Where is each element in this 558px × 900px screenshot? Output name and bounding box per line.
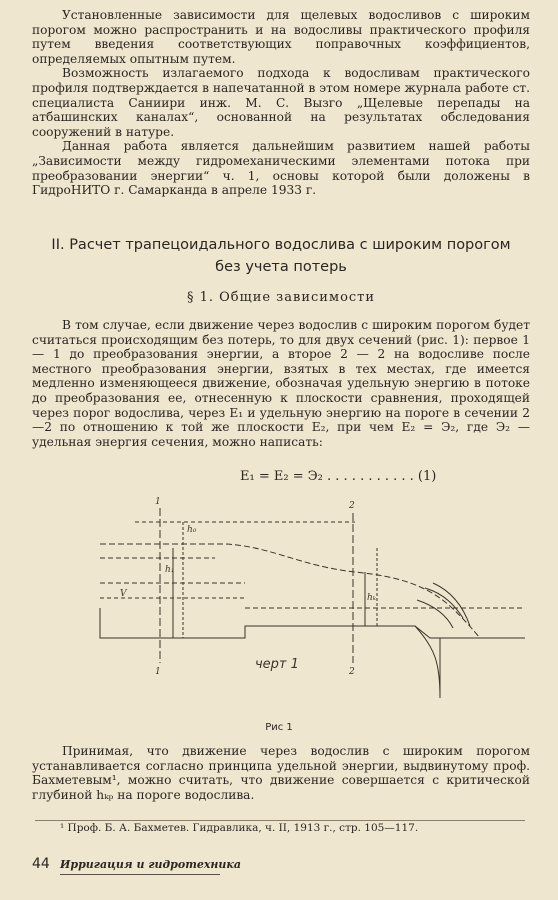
section-2-label-bottom: 2: [349, 667, 355, 677]
body-paragraph-2-text: Принимая, что движение через водослив с широким порогом устанавливается согласно принципа удельной энергии, выдвинутому проф. Бахметевым¹, можно считать, что движение совершается с критической глубиной hₖₚ на пороге водослива.: [32, 744, 530, 802]
label-h0: h₀: [187, 525, 197, 535]
intro-block: [32, 8, 530, 198]
footnote-rule: [35, 820, 525, 821]
section-2-label-top: 2: [349, 501, 355, 511]
section-heading: [36, 234, 526, 278]
section-heading-line-2: без учета потерь: [215, 259, 347, 275]
weir-downstream-face: [415, 626, 440, 698]
body-paragraph-1-text: В том случае, если движение через водослив с широким порогом будет считаться происходящим без потерь, то для двух сечений (рис. 1): первое 1 — 1 до преобразования энергии, а второе 2 — 2 на водосливе после местного преобразования энергии, взятых в тех местах, где имеется медленно изменяющееся движение, обозначая удельную энергию в потоке до преобразования ее, отнесенную к плоскости сравнения, проходящей через порог водослива, через E₁ и удельную энергию на пороге в сечении 2—2 по отношению к той же плоскости E₂, при чем E₂ = Э₂, где Э₂ — удельная энергия сечения, можно написать:: [32, 318, 530, 449]
page-number: 44: [32, 856, 50, 872]
body-paragraph-2: [32, 744, 530, 802]
section-heading-line-1: II. Расчет трапецоидального водослива с широким порогом: [51, 237, 511, 253]
intro-paragraph-1: Установленные зависимости для щелевых водосливов с широким порогом можно распространить и на водосливы практического профиля путем введения соответствующих поправочных коэффициентов, определяемых опытным путем.: [32, 8, 530, 66]
handwritten-note: черт 1: [255, 657, 299, 672]
section-1-label-bottom: 1: [155, 667, 161, 677]
body-paragraph-1: [32, 318, 530, 449]
channel-bottom: [100, 608, 525, 638]
figure-caption: Рис 1: [265, 722, 293, 733]
journal-title: Ирригация и гидротехника: [60, 858, 241, 871]
footer-rule: [60, 874, 220, 875]
label-h1: h₁: [165, 565, 175, 575]
intro-paragraph-3: Данная работа является дальнейшим развитием нашей работы „Зависимости между гидромеханическими элементами потока при преобразовании энергии“ ч. 1, основы которой были доложены в ГидроНИТО г. Самарканда в апреле 1933 г.: [32, 139, 530, 198]
subsection-heading: § 1. Общие зависимости: [186, 290, 376, 305]
section-1-label-top: 1: [155, 497, 161, 507]
equation-1: E₁ = E₂ = Э₂ . . . . . . . . . . . (1): [240, 469, 437, 484]
label-v: V: [120, 589, 127, 599]
footnote: ¹ Проф. Б. А. Бахметев. Гидравлика, ч. II, 1913 г., стр. 105—117.: [60, 822, 419, 834]
intro-paragraph-2: Возможность излагаемого подхода к водосливам практического профиля подтверждается в напечатанной в этом номере журнала работе ст. специалиста Саниири инж. М. С. Вызго „Щелевые перепады на атбашинских каналах“, основанной на результатах обследования сооружений в натуре.: [32, 66, 531, 139]
label-hk: hₖ: [367, 593, 377, 603]
weir-diagram: [95, 488, 535, 723]
